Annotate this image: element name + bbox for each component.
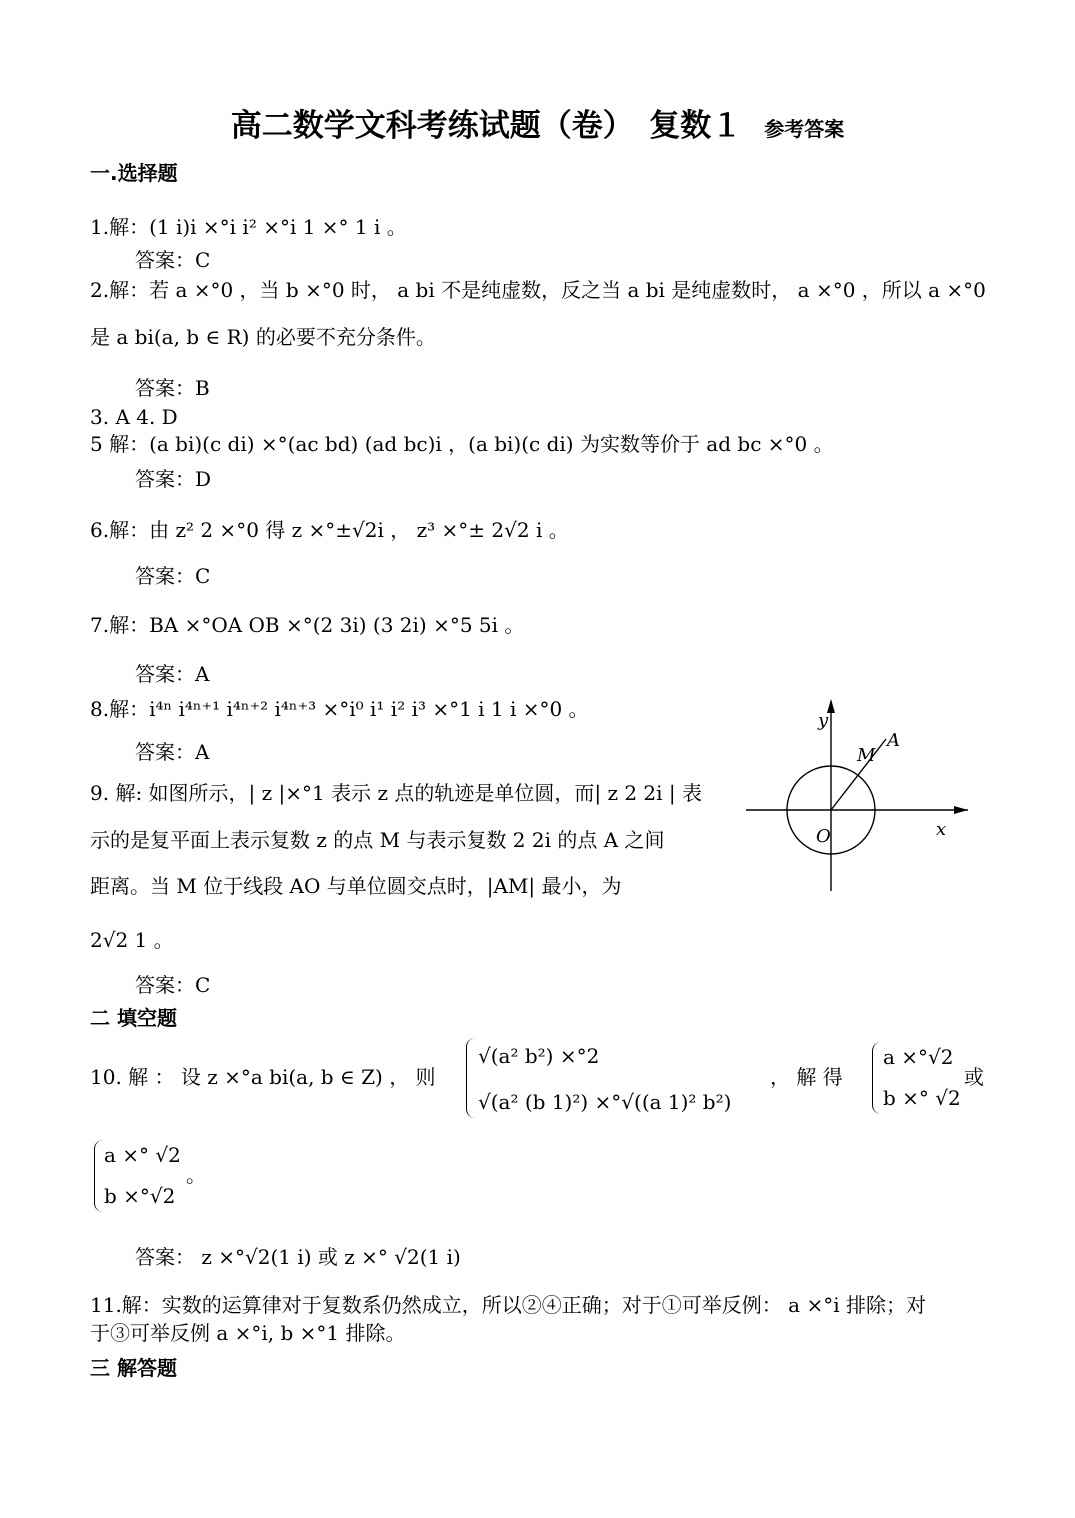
point-m-label: M [857, 745, 876, 766]
q9-solution-line3: 距离。当 M 位于线段 AO 与单位圆交点时，|AM| 最小，为 [90, 874, 622, 898]
q1-answer: 答案：C [135, 248, 211, 272]
x-axis-arrow [954, 806, 968, 814]
origin-label: O [816, 826, 831, 847]
q10-system3-row1: a ×° √2 [104, 1143, 181, 1167]
q9-answer: 答案：C [135, 973, 211, 997]
q10-system2-brace [872, 1042, 881, 1114]
q10-system3-row2: b ×°√2 [104, 1184, 176, 1208]
q10-end: 。 [186, 1163, 206, 1187]
section-choice: 一.选择题 [90, 161, 178, 185]
q8-answer: 答案：A [135, 740, 210, 764]
q10-or: 或 [964, 1065, 984, 1089]
q10-system1-row1: √(a² b²) ×°2 [478, 1044, 600, 1068]
y-axis-label: y [818, 710, 829, 731]
q3-q4-answers: 3. A 4. D [90, 405, 178, 429]
page-title [0, 100, 1075, 145]
title-sub: 参考答案 [764, 117, 845, 141]
q7-answer: 答案：A [135, 662, 210, 686]
q6-answer: 答案：C [135, 564, 211, 588]
q11-solution-line2: 于③可举反例 a ×°i, b ×°1 排除。 [90, 1321, 406, 1345]
title-main: 高二数学文科考练试题（卷） 复数１ [230, 108, 743, 144]
point-a-label: A [887, 730, 900, 751]
q10-answer: 答案： z ×°√2(1 i) 或 z ×° √2(1 i) [135, 1245, 461, 1269]
q5-solution: 5 解：(a bi)(c di) ×°(ac bd) (ad bc)i ，(a bi)(c di) 为实数等价于 ad bc ×°0 。 [90, 432, 834, 456]
q10-system1-brace [466, 1038, 475, 1118]
y-axis-arrow [827, 699, 835, 713]
q9-solution-line4: 2√2 1 。 [90, 928, 174, 952]
q9-solution-line2: 示的是复平面上表示复数 z 的点 M 与表示复数 2 2i 的点 A 之间 [90, 828, 665, 852]
q1-solution: 1.解：(1 i)i ×°i i² ×°i 1 ×° 1 i 。 [90, 215, 407, 239]
q10-solve-text: ， 解 得 [770, 1065, 843, 1089]
q10-system2-row1: a ×°√2 [883, 1045, 954, 1069]
q6-solution: 6.解：由 z² 2 ×°0 得 z ×°±√2i ， z³ ×°± 2√2 i 。 [90, 518, 569, 542]
q10-system2-row2: b ×° √2 [883, 1086, 961, 1110]
unit-circle-diagram [740, 695, 972, 895]
q8-solution: 8.解：i⁴ⁿ i⁴ⁿ⁺¹ i⁴ⁿ⁺² i⁴ⁿ⁺³ ×°i⁰ i¹ i² i³ ×°1 i 1 i ×°0 。 [90, 697, 589, 721]
section-problems: 三 解答题 [90, 1356, 177, 1380]
q10-prefix: 10. 解 ： 设 z ×°a bi(a, b ∈ Z) ， 则 [90, 1065, 436, 1089]
q10-system3-brace [94, 1140, 103, 1212]
q9-solution-line1: 9. 解: 如图所示，| z |×°1 表示 z 点的轨迹是单位圆，而| z 2 2i | 表 [90, 781, 703, 805]
q5-answer: 答案：D [135, 467, 212, 491]
q2-solution-line1: 2.解：若 a ×°0 ，当 b ×°0 时， a bi 不是纯虚数，反之当 a bi 是纯虚数时， a ×°0 ，所以 a ×°0 [90, 278, 986, 302]
q10-system1-row2: √(a² (b 1)²) ×°√((a 1)² b²) [478, 1090, 732, 1114]
x-axis-label: x [936, 819, 947, 840]
q7-solution: 7.解：BA ×°OA OB ×°(2 3i) (3 2i) ×°5 5i 。 [90, 613, 525, 637]
q2-answer: 答案：B [135, 376, 210, 400]
q11-solution-line1: 11.解：实数的运算律对于复数系仍然成立，所以②④正确；对于①可举反例： a ×°i 排除；对 [90, 1293, 926, 1317]
section-fill-blank: 二 填空题 [90, 1006, 177, 1030]
q2-solution-line2: 是 a bi(a, b ∈ R) 的必要不充分条件。 [90, 325, 436, 349]
